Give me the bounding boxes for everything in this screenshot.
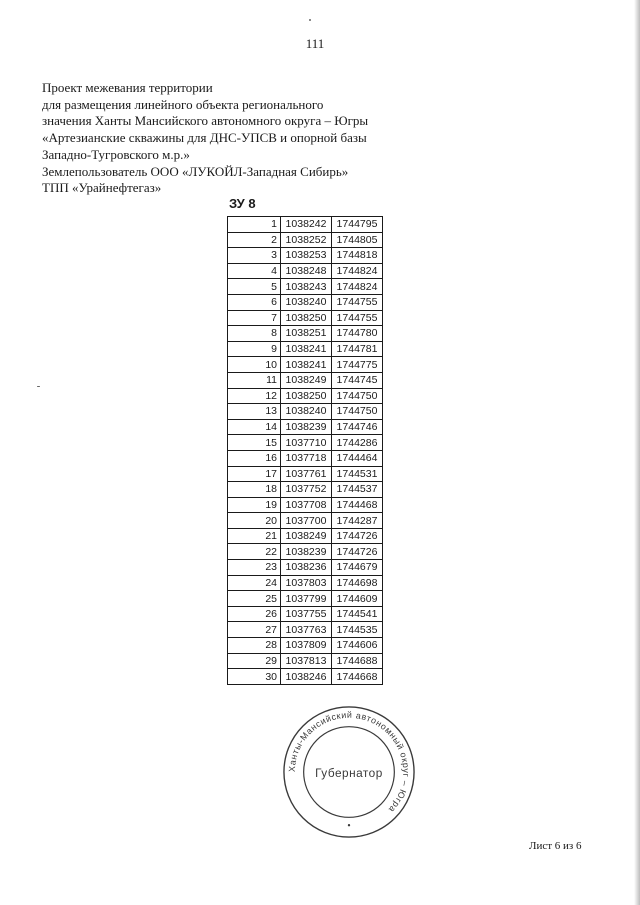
table-row: [228, 404, 383, 420]
point-number-cell: 25: [228, 591, 281, 607]
y-coordinate-cell: 1744541: [332, 606, 383, 622]
x-coordinate-cell: 1038252: [281, 232, 332, 248]
y-coordinate-cell: 1744668: [332, 669, 383, 685]
y-coordinate-cell: 1744726: [332, 544, 383, 560]
table-row: [228, 528, 383, 544]
y-coordinate-cell: 1744750: [332, 404, 383, 420]
table-row: [228, 544, 383, 560]
point-number-cell: 12: [228, 388, 281, 404]
table-row: [228, 310, 383, 326]
point-number-cell: 26: [228, 606, 281, 622]
header-line: Проект межевания территории: [42, 80, 213, 95]
x-coordinate-cell: 1038250: [281, 388, 332, 404]
header-line: «Артезианские скважины для ДНС-УПСВ и опорной базы: [42, 130, 367, 146]
governor-seal: [280, 703, 418, 841]
y-coordinate-cell: 1744609: [332, 591, 383, 607]
x-coordinate-cell: 1037752: [281, 482, 332, 498]
x-coordinate-cell: 1038242: [281, 217, 332, 233]
scan-edge-shadow: [634, 0, 640, 905]
x-coordinate-cell: 1037710: [281, 435, 332, 451]
x-coordinate-cell: 1038241: [281, 357, 332, 373]
y-coordinate-cell: 1744726: [332, 528, 383, 544]
table-row: [228, 482, 383, 498]
y-coordinate-cell: 1744795: [332, 217, 383, 233]
x-coordinate-cell: 1038236: [281, 560, 332, 576]
x-coordinate-cell: 1038239: [281, 419, 332, 435]
x-coordinate-cell: 1037799: [281, 591, 332, 607]
table-caption: ЗУ 8: [229, 196, 256, 211]
y-coordinate-cell: 1744824: [332, 279, 383, 295]
page-number: 111: [305, 36, 325, 51]
point-number-cell: 24: [228, 575, 281, 591]
y-coordinate-cell: 1744688: [332, 653, 383, 669]
document-header: [42, 80, 402, 197]
point-number-cell: 13: [228, 404, 281, 420]
point-number-cell: 3: [228, 248, 281, 264]
y-coordinate-cell: 1744745: [332, 372, 383, 388]
y-coordinate-cell: 1744287: [332, 513, 383, 529]
y-coordinate-cell: 1744755: [332, 294, 383, 310]
point-number-cell: 1: [228, 217, 281, 233]
x-coordinate-cell: 1037761: [281, 466, 332, 482]
table-row: [228, 591, 383, 607]
seal-center-text: Губернатор: [315, 765, 383, 780]
table-row: [228, 638, 383, 654]
point-number-cell: 11: [228, 372, 281, 388]
y-coordinate-cell: 1744606: [332, 638, 383, 654]
point-number-cell: 30: [228, 669, 281, 685]
y-coordinate-cell: 1744537: [332, 482, 383, 498]
scan-speck: [309, 19, 311, 21]
table-row: [228, 560, 383, 576]
y-coordinate-cell: 1744780: [332, 326, 383, 342]
point-number-cell: 15: [228, 435, 281, 451]
point-number-cell: 19: [228, 497, 281, 513]
point-number-cell: 10: [228, 357, 281, 373]
header-line: для размещения линейного объекта регионального: [42, 96, 324, 112]
table-row: [228, 513, 383, 529]
x-coordinate-cell: 1038249: [281, 528, 332, 544]
y-coordinate-cell: 1744535: [332, 622, 383, 638]
table-row: [228, 435, 383, 451]
y-coordinate-cell: 1744531: [332, 466, 383, 482]
point-number-cell: 22: [228, 544, 281, 560]
x-coordinate-cell: 1037718: [281, 450, 332, 466]
table-row: [228, 341, 383, 357]
y-coordinate-cell: 1744781: [332, 341, 383, 357]
point-number-cell: 27: [228, 622, 281, 638]
y-coordinate-cell: 1744679: [332, 560, 383, 576]
table-row: [228, 217, 383, 233]
y-coordinate-cell: 1744698: [332, 575, 383, 591]
scan-speck: [37, 386, 40, 387]
table-row: [228, 248, 383, 264]
table-row: [228, 466, 383, 482]
x-coordinate-cell: 1038243: [281, 279, 332, 295]
table-row: [228, 263, 383, 279]
point-number-cell: 9: [228, 341, 281, 357]
x-coordinate-cell: 1037763: [281, 622, 332, 638]
point-number-cell: 28: [228, 638, 281, 654]
x-coordinate-cell: 1037755: [281, 606, 332, 622]
point-number-cell: 29: [228, 653, 281, 669]
table-row: [228, 388, 383, 404]
point-number-cell: 18: [228, 482, 281, 498]
coordinates-table-body: [228, 217, 383, 685]
point-number-cell: 2: [228, 232, 281, 248]
header-line: Западно-Тугровского м.р.»: [42, 146, 190, 162]
x-coordinate-cell: 1038241: [281, 341, 332, 357]
table-row: [228, 669, 383, 685]
table-row: [228, 575, 383, 591]
x-coordinate-cell: 1038250: [281, 310, 332, 326]
point-number-cell: 17: [228, 466, 281, 482]
header-line: Землепользователь ООО «ЛУКОЙЛ-Западная Сибирь»: [42, 163, 349, 179]
point-number-cell: 20: [228, 513, 281, 529]
y-coordinate-cell: 1744805: [332, 232, 383, 248]
point-number-cell: 8: [228, 326, 281, 342]
seal-dot: [348, 824, 350, 826]
header-line: ТПП «Урайнефтегаз»: [42, 180, 162, 196]
y-coordinate-cell: 1744286: [332, 435, 383, 451]
coordinates-table: [227, 216, 383, 685]
x-coordinate-cell: 1038239: [281, 544, 332, 560]
y-coordinate-cell: 1744775: [332, 357, 383, 373]
point-number-cell: 21: [228, 528, 281, 544]
x-coordinate-cell: 1038251: [281, 326, 332, 342]
table-row: [228, 450, 383, 466]
y-coordinate-cell: 1744750: [332, 388, 383, 404]
point-number-cell: 7: [228, 310, 281, 326]
table-row: [228, 326, 383, 342]
table-row: [228, 372, 383, 388]
table-row: [228, 232, 383, 248]
y-coordinate-cell: 1744464: [332, 450, 383, 466]
x-coordinate-cell: 1037803: [281, 575, 332, 591]
x-coordinate-cell: 1037700: [281, 513, 332, 529]
point-number-cell: 5: [228, 279, 281, 295]
x-coordinate-cell: 1038240: [281, 294, 332, 310]
seal-ring-text: [287, 710, 412, 815]
header-line: значения Ханты Мансийского автономного округа – Югры: [42, 113, 369, 129]
point-number-cell: 6: [228, 294, 281, 310]
y-coordinate-cell: 1744824: [332, 263, 383, 279]
point-number-cell: 23: [228, 560, 281, 576]
x-coordinate-cell: 1037809: [281, 638, 332, 654]
table-row: [228, 622, 383, 638]
table-row: [228, 606, 383, 622]
x-coordinate-cell: 1038246: [281, 669, 332, 685]
x-coordinate-cell: 1038253: [281, 248, 332, 264]
point-number-cell: 16: [228, 450, 281, 466]
x-coordinate-cell: 1037813: [281, 653, 332, 669]
table-row: [228, 653, 383, 669]
x-coordinate-cell: 1038249: [281, 372, 332, 388]
table-row: [228, 419, 383, 435]
point-number-cell: 4: [228, 263, 281, 279]
table-row: [228, 279, 383, 295]
point-number-cell: 14: [228, 419, 281, 435]
x-coordinate-cell: 1038248: [281, 263, 332, 279]
y-coordinate-cell: 1744755: [332, 310, 383, 326]
x-coordinate-cell: 1037708: [281, 497, 332, 513]
y-coordinate-cell: 1744746: [332, 419, 383, 435]
table-row: [228, 497, 383, 513]
y-coordinate-cell: 1744468: [332, 497, 383, 513]
seal-ring-textpath: Ханты-Мансийский автономный округ – Югра: [286, 709, 412, 815]
table-row: [228, 357, 383, 373]
table-row: [228, 294, 383, 310]
y-coordinate-cell: 1744818: [332, 248, 383, 264]
x-coordinate-cell: 1038240: [281, 404, 332, 420]
sheet-label: Лист 6 из 6: [529, 840, 582, 852]
